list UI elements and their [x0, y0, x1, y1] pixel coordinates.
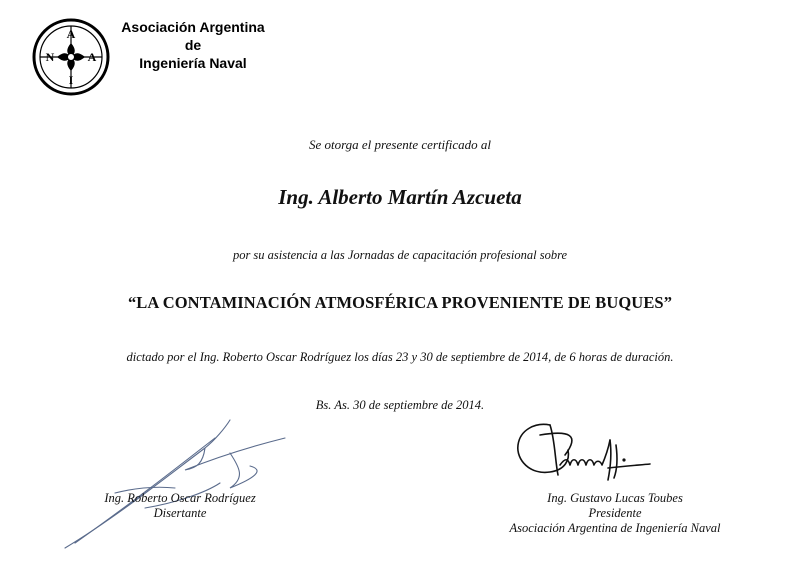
signatory-left-role: Disertante — [153, 506, 207, 520]
aain-logo-icon — [30, 16, 112, 98]
signature-left-icon — [55, 408, 315, 558]
signatory-right-role: Presidente — [588, 506, 642, 520]
signature-right-icon — [510, 420, 660, 500]
logo-letter-bottom: I — [68, 73, 74, 87]
org-name — [108, 18, 278, 72]
certificate-reason: por su asistencia a las Jornadas de capacitación profesional sobre — [232, 248, 568, 262]
certificate-intro: Se otorga el presente certificado al — [308, 137, 492, 152]
recipient-name: Ing. Alberto Martín Azcueta — [278, 185, 522, 209]
logo-letter-top: A — [66, 27, 76, 41]
signatory-right-name: Ing. Gustavo Lucas Toubes — [547, 491, 683, 505]
course-details: dictado por el Ing. Roberto Oscar Rodríguez los días 23 y 30 de septiembre de 2014, de 6 horas de duración. — [126, 350, 674, 364]
logo-letter-left: N — [45, 50, 55, 64]
course-title: “LA CONTAMINACIÓN ATMOSFÉRICA PROVENIENTE DE BUQUES” — [127, 293, 673, 312]
logo-letter-right: A — [87, 50, 97, 64]
signatory-right — [470, 491, 760, 536]
org-name-line2: de — [184, 37, 202, 53]
signatory-right-org: Asociación Argentina de Ingeniería Naval — [509, 521, 721, 535]
place-date: Bs. As. 30 de septiembre de 2014. — [315, 398, 485, 412]
signatory-left — [80, 491, 280, 521]
org-name-line3: Ingeniería Naval — [139, 55, 247, 71]
signatory-left-name: Ing. Roberto Oscar Rodríguez — [104, 491, 256, 505]
org-name-line1: Asociación Argentina — [121, 19, 265, 35]
